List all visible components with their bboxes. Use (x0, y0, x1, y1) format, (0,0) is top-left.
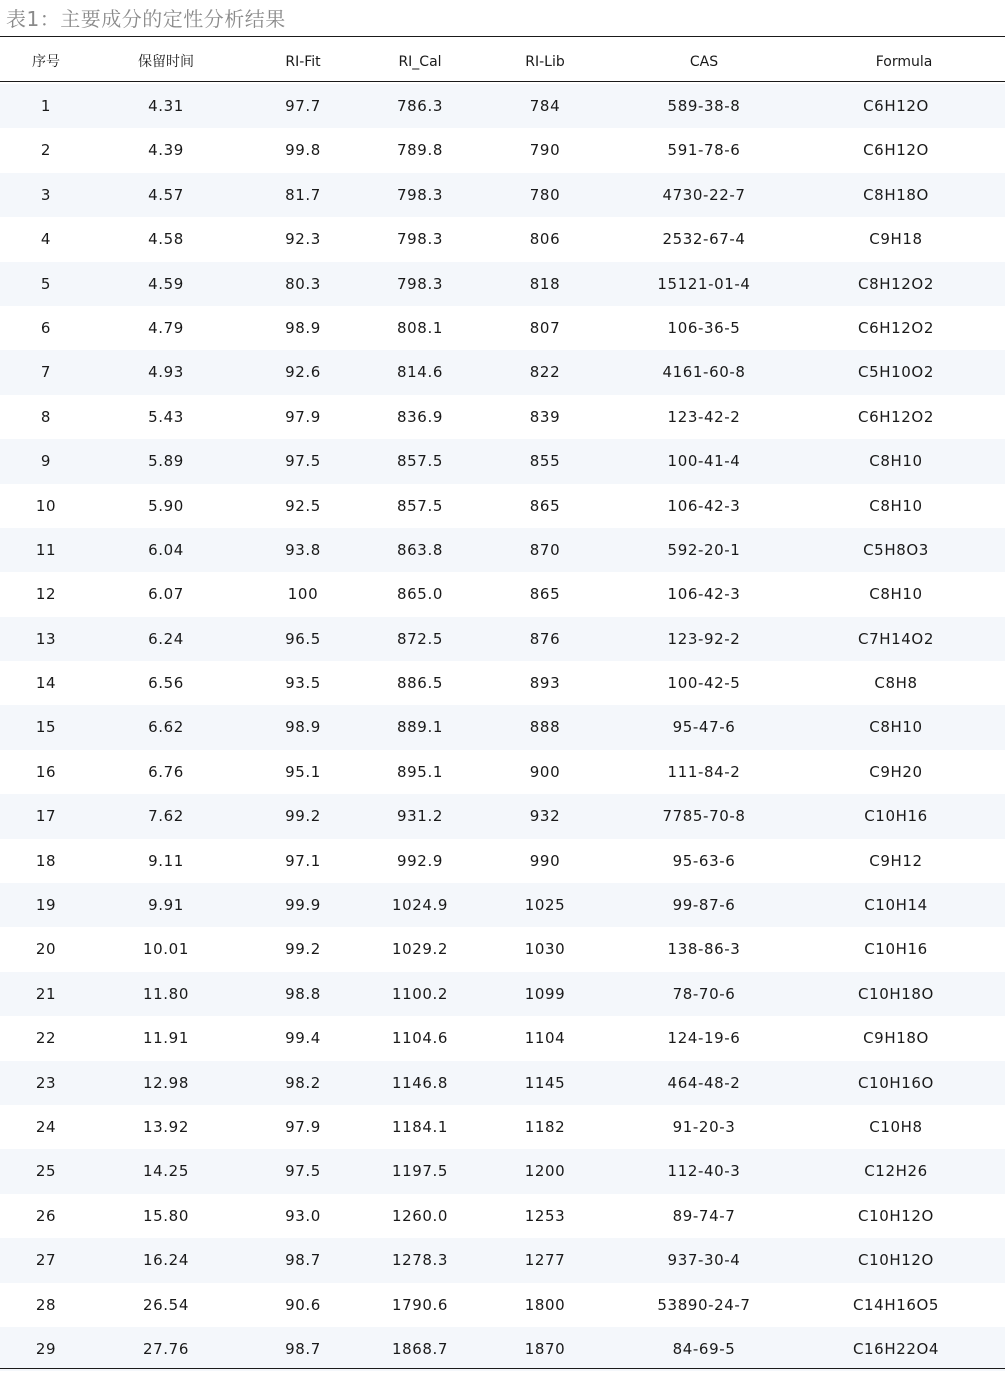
table-row (0, 572, 1005, 616)
cell-cas: 15121-01-4 (657, 274, 751, 293)
cell-ri-cal: 863.8 (397, 540, 443, 559)
cell-formula: C12H26 (864, 1162, 928, 1181)
table-row (0, 1149, 1005, 1193)
cell-index: 2 (40, 141, 52, 160)
cell-index: 7 (40, 363, 52, 382)
cell-cas: 592-20-1 (667, 540, 741, 559)
cell-ri-cal: 789.8 (397, 141, 443, 160)
cell-ri-fit: 99.2 (285, 940, 321, 959)
cell-ri-lib: 1200 (524, 1162, 566, 1181)
cell-index: 11 (35, 540, 57, 559)
cell-ri-cal: 836.9 (397, 407, 443, 426)
cell-ri-fit: 98.9 (285, 318, 321, 337)
cell-formula: C10H8 (869, 1117, 923, 1136)
cell-formula: C6H12O (863, 97, 929, 115)
cell-cas: 7785-70-8 (662, 807, 746, 826)
cell-ri-lib: 990 (529, 851, 561, 870)
cell-ri-lib: 1145 (524, 1073, 566, 1092)
cell-cas: 589-38-8 (667, 97, 741, 115)
cell-ri-lib: 1030 (524, 940, 566, 959)
cell-retention-time: 6.62 (148, 718, 184, 737)
table-row (0, 794, 1005, 838)
table-row (0, 1327, 1005, 1371)
cell-retention-time: 6.24 (148, 629, 184, 648)
cell-index: 8 (40, 407, 52, 426)
cell-ri-lib: 1182 (524, 1117, 566, 1136)
cell-formula: C9H20 (869, 762, 923, 781)
cell-ri-cal: 1104.6 (391, 1029, 449, 1048)
table-row (0, 262, 1005, 306)
cell-index: 10 (35, 496, 57, 515)
cell-ri-lib: 876 (529, 629, 561, 648)
cell-index: 21 (35, 984, 57, 1003)
cell-cas: 106-42-3 (667, 496, 741, 515)
cell-ri-cal: 1278.3 (391, 1251, 449, 1270)
table-row (0, 84, 1005, 128)
header-ri-fit: RI-Fit (285, 54, 321, 70)
cell-retention-time: 6.07 (148, 585, 184, 604)
cell-ri-fit: 81.7 (285, 185, 321, 204)
cell-index: 6 (40, 318, 52, 337)
cell-cas: 106-42-3 (667, 585, 741, 604)
cell-retention-time: 5.89 (148, 452, 184, 471)
cell-ri-lib: 900 (529, 762, 561, 781)
table-bottom-rule (0, 1368, 1005, 1369)
cell-ri-fit: 100 (287, 585, 319, 604)
header-index: 序号 (32, 54, 60, 70)
table-row (0, 350, 1005, 394)
cell-retention-time: 16.24 (143, 1251, 189, 1270)
cell-index: 24 (35, 1117, 57, 1136)
cell-ri-lib: 1104 (524, 1029, 566, 1048)
table-row (0, 750, 1005, 794)
cell-ri-cal: 857.5 (397, 452, 443, 471)
cell-ri-fit: 98.7 (285, 1339, 321, 1358)
table-row (0, 839, 1005, 883)
cell-ri-cal: 1260.0 (391, 1206, 449, 1225)
cell-index: 17 (35, 807, 57, 826)
cell-index: 9 (40, 452, 52, 471)
cell-retention-time: 6.56 (148, 674, 184, 693)
cell-formula: C5H8O3 (863, 540, 929, 559)
cell-ri-lib: 932 (529, 807, 561, 826)
cell-ri-fit: 99.2 (285, 807, 321, 826)
cell-index: 15 (35, 718, 57, 737)
cell-ri-fit: 93.8 (285, 540, 321, 559)
cell-ri-fit: 93.0 (285, 1206, 321, 1225)
table-row (0, 1105, 1005, 1149)
cell-cas: 123-42-2 (667, 407, 741, 426)
cell-ri-lib: 1277 (524, 1251, 566, 1270)
cell-ri-fit: 97.5 (285, 1162, 321, 1181)
cell-ri-lib: 784 (529, 97, 561, 115)
cell-ri-lib: 822 (529, 363, 561, 382)
cell-ri-lib: 870 (529, 540, 561, 559)
cell-retention-time: 4.93 (148, 363, 184, 382)
cell-index: 28 (35, 1295, 57, 1314)
cell-ri-fit: 98.8 (285, 984, 321, 1003)
cell-cas: 95-47-6 (672, 718, 736, 737)
cell-cas: 123-92-2 (667, 629, 741, 648)
cell-index: 19 (35, 896, 57, 915)
cell-ri-lib: 865 (529, 585, 561, 604)
cell-formula: C10H12O (858, 1206, 934, 1225)
cell-ri-lib: 1800 (524, 1295, 566, 1314)
cell-cas: 591-78-6 (667, 141, 741, 160)
cell-formula: C5H10O2 (858, 363, 934, 382)
table-row (0, 705, 1005, 749)
cell-cas: 937-30-4 (667, 1251, 741, 1270)
table-row (0, 217, 1005, 261)
cell-retention-time: 5.43 (148, 407, 184, 426)
cell-formula: C10H12O (858, 1251, 934, 1270)
cell-formula: C14H16O5 (852, 1295, 940, 1314)
cell-ri-cal: 798.3 (397, 230, 443, 249)
cell-index: 20 (35, 940, 57, 959)
cell-retention-time: 4.58 (148, 230, 184, 249)
cell-formula: C9H12 (869, 851, 923, 870)
cell-formula: C8H8 (874, 674, 918, 693)
cell-index: 4 (40, 230, 52, 249)
cell-cas: 106-36-5 (667, 318, 741, 337)
table-caption: 表1：主要成分的定性分析结果 (6, 7, 286, 31)
cell-cas: 100-42-5 (667, 674, 741, 693)
table-row (0, 1238, 1005, 1282)
cell-formula: C16H22O4 (852, 1339, 940, 1358)
cell-index: 18 (35, 851, 57, 870)
cell-retention-time: 5.90 (148, 496, 184, 515)
table-row (0, 1016, 1005, 1060)
table-row (0, 927, 1005, 971)
table-row (0, 1061, 1005, 1105)
cell-index: 25 (35, 1162, 57, 1181)
cell-ri-lib: 865 (529, 496, 561, 515)
cell-cas: 138-86-3 (667, 940, 741, 959)
table-row (0, 1194, 1005, 1238)
cell-ri-lib: 893 (529, 674, 561, 693)
cell-ri-fit: 92.6 (285, 363, 321, 382)
cell-formula: C10H18O (858, 984, 934, 1003)
cell-ri-fit: 96.5 (285, 629, 321, 648)
cell-index: 14 (35, 674, 57, 693)
table-row (0, 306, 1005, 350)
cell-ri-cal: 872.5 (397, 629, 443, 648)
cell-ri-lib: 780 (529, 185, 561, 204)
cell-retention-time: 7.62 (148, 807, 184, 826)
cell-cas: 4730-22-7 (662, 185, 746, 204)
cell-cas: 84-69-5 (672, 1339, 736, 1358)
cell-ri-fit: 99.9 (285, 896, 321, 915)
cell-formula: C6H12O2 (858, 407, 934, 426)
cell-index: 29 (35, 1339, 57, 1358)
cell-retention-time: 4.31 (148, 97, 184, 115)
cell-ri-fit: 97.9 (285, 1117, 321, 1136)
cell-ri-cal: 1184.1 (391, 1117, 449, 1136)
table-row (0, 1283, 1005, 1327)
cell-formula: C7H14O2 (858, 629, 934, 648)
cell-ri-fit: 92.3 (285, 230, 321, 249)
cell-formula: C10H16O (858, 1073, 934, 1092)
cell-index: 12 (35, 585, 57, 604)
cell-ri-cal: 1868.7 (391, 1339, 449, 1358)
cell-ri-lib: 1870 (524, 1339, 566, 1358)
cell-formula: C8H10 (869, 585, 923, 604)
header-ri-lib: RI-Lib (525, 54, 565, 70)
cell-cas: 100-41-4 (667, 452, 741, 471)
cell-index: 1 (40, 97, 52, 115)
cell-ri-cal: 808.1 (397, 318, 443, 337)
cell-ri-lib: 790 (529, 141, 561, 160)
cell-formula: C9H18O (863, 1029, 929, 1048)
cell-cas: 111-84-2 (667, 762, 741, 781)
header-formula: Formula (875, 54, 933, 70)
cell-ri-fit: 95.1 (285, 762, 321, 781)
cell-retention-time: 12.98 (143, 1073, 189, 1092)
cell-retention-time: 15.80 (143, 1206, 189, 1225)
cell-formula: C10H14 (864, 896, 928, 915)
table-row (0, 173, 1005, 217)
cell-ri-cal: 865.0 (397, 585, 443, 604)
cell-ri-lib: 888 (529, 718, 561, 737)
cell-index: 13 (35, 629, 57, 648)
cell-ri-cal: 798.3 (397, 274, 443, 293)
cell-ri-cal: 886.5 (397, 674, 443, 693)
cell-retention-time: 13.92 (143, 1117, 189, 1136)
cell-formula: C8H10 (869, 452, 923, 471)
cell-ri-fit: 99.4 (285, 1029, 321, 1048)
table-row (0, 395, 1005, 439)
table-row (0, 439, 1005, 483)
cell-retention-time: 9.11 (148, 851, 184, 870)
cell-cas: 99-87-6 (672, 896, 736, 915)
cell-ri-cal: 1790.6 (391, 1295, 449, 1314)
cell-ri-cal: 992.9 (397, 851, 443, 870)
cell-cas: 78-70-6 (672, 984, 736, 1003)
cell-formula: C9H18 (869, 230, 923, 249)
cell-cas: 464-48-2 (667, 1073, 741, 1092)
cell-formula: C10H16 (864, 940, 928, 959)
cell-cas: 91-20-3 (672, 1117, 736, 1136)
cell-ri-lib: 855 (529, 452, 561, 471)
cell-cas: 4161-60-8 (662, 363, 746, 382)
cell-formula: C10H16 (864, 807, 928, 826)
table-row (0, 528, 1005, 572)
cell-ri-lib: 818 (529, 274, 561, 293)
cell-index: 22 (35, 1029, 57, 1048)
cell-ri-cal: 814.6 (397, 363, 443, 382)
cell-index: 23 (35, 1073, 57, 1092)
cell-ri-cal: 931.2 (397, 807, 443, 826)
cell-formula: C8H10 (869, 496, 923, 515)
cell-ri-fit: 98.9 (285, 718, 321, 737)
cell-index: 5 (40, 274, 52, 293)
cell-formula: C8H10 (869, 718, 923, 737)
cell-ri-cal: 895.1 (397, 762, 443, 781)
cell-cas: 89-74-7 (672, 1206, 736, 1225)
cell-ri-cal: 1146.8 (391, 1073, 449, 1092)
table-row (0, 972, 1005, 1016)
cell-ri-lib: 807 (529, 318, 561, 337)
cell-ri-cal: 786.3 (397, 97, 443, 115)
cell-retention-time: 4.39 (148, 141, 184, 160)
cell-ri-fit: 97.9 (285, 407, 321, 426)
cell-retention-time: 4.59 (148, 274, 184, 293)
cell-formula: C6H12O2 (858, 318, 934, 337)
cell-cas: 53890-24-7 (657, 1295, 751, 1314)
cell-ri-lib: 1025 (524, 896, 566, 915)
cell-ri-cal: 1029.2 (391, 940, 449, 959)
table-header-rule (0, 81, 1005, 82)
cell-ri-lib: 1099 (524, 984, 566, 1003)
cell-retention-time: 9.91 (148, 896, 184, 915)
cell-formula: C8H12O2 (858, 274, 934, 293)
header-retention-time: 保留时间 (138, 54, 194, 70)
cell-cas: 124-19-6 (667, 1029, 741, 1048)
cell-ri-lib: 1253 (524, 1206, 566, 1225)
cell-retention-time: 6.76 (148, 762, 184, 781)
cell-ri-cal: 1197.5 (391, 1162, 449, 1181)
cell-ri-fit: 99.8 (285, 141, 321, 160)
header-cas: CAS (689, 54, 719, 70)
table-body (0, 84, 1005, 1371)
cell-cas: 112-40-3 (667, 1162, 741, 1181)
header-ri-cal: RI_Cal (398, 54, 442, 70)
cell-retention-time: 27.76 (143, 1339, 189, 1358)
table-row (0, 617, 1005, 661)
cell-retention-time: 14.25 (143, 1162, 189, 1181)
cell-ri-fit: 97.7 (285, 97, 321, 115)
cell-ri-fit: 97.1 (285, 851, 321, 870)
table-header (0, 37, 1005, 81)
cell-ri-fit: 80.3 (285, 274, 321, 293)
cell-formula: C6H12O (863, 141, 929, 160)
cell-ri-cal: 798.3 (397, 185, 443, 204)
table-row (0, 883, 1005, 927)
cell-index: 27 (35, 1251, 57, 1270)
table-row (0, 484, 1005, 528)
cell-formula: C8H18O (863, 185, 929, 204)
cell-retention-time: 11.80 (143, 984, 189, 1003)
cell-ri-fit: 92.5 (285, 496, 321, 515)
cell-retention-time: 26.54 (143, 1295, 189, 1314)
cell-retention-time: 4.79 (148, 318, 184, 337)
cell-retention-time: 11.91 (143, 1029, 189, 1048)
cell-index: 26 (35, 1206, 57, 1225)
cell-retention-time: 4.57 (148, 185, 184, 204)
cell-retention-time: 6.04 (148, 540, 184, 559)
cell-ri-lib: 806 (529, 230, 561, 249)
cell-ri-fit: 90.6 (285, 1295, 321, 1314)
cell-ri-cal: 889.1 (397, 718, 443, 737)
table-row (0, 661, 1005, 705)
cell-ri-fit: 93.5 (285, 674, 321, 693)
cell-ri-cal: 1024.9 (391, 896, 449, 915)
cell-ri-fit: 98.7 (285, 1251, 321, 1270)
cell-ri-fit: 97.5 (285, 452, 321, 471)
cell-cas: 95-63-6 (672, 851, 736, 870)
cell-ri-cal: 857.5 (397, 496, 443, 515)
cell-retention-time: 10.01 (143, 940, 189, 959)
cell-ri-cal: 1100.2 (391, 984, 449, 1003)
cell-index: 16 (35, 762, 57, 781)
cell-index: 3 (40, 185, 52, 204)
cell-ri-fit: 98.2 (285, 1073, 321, 1092)
table-row (0, 128, 1005, 172)
cell-cas: 2532-67-4 (662, 230, 746, 249)
cell-ri-lib: 839 (529, 407, 561, 426)
